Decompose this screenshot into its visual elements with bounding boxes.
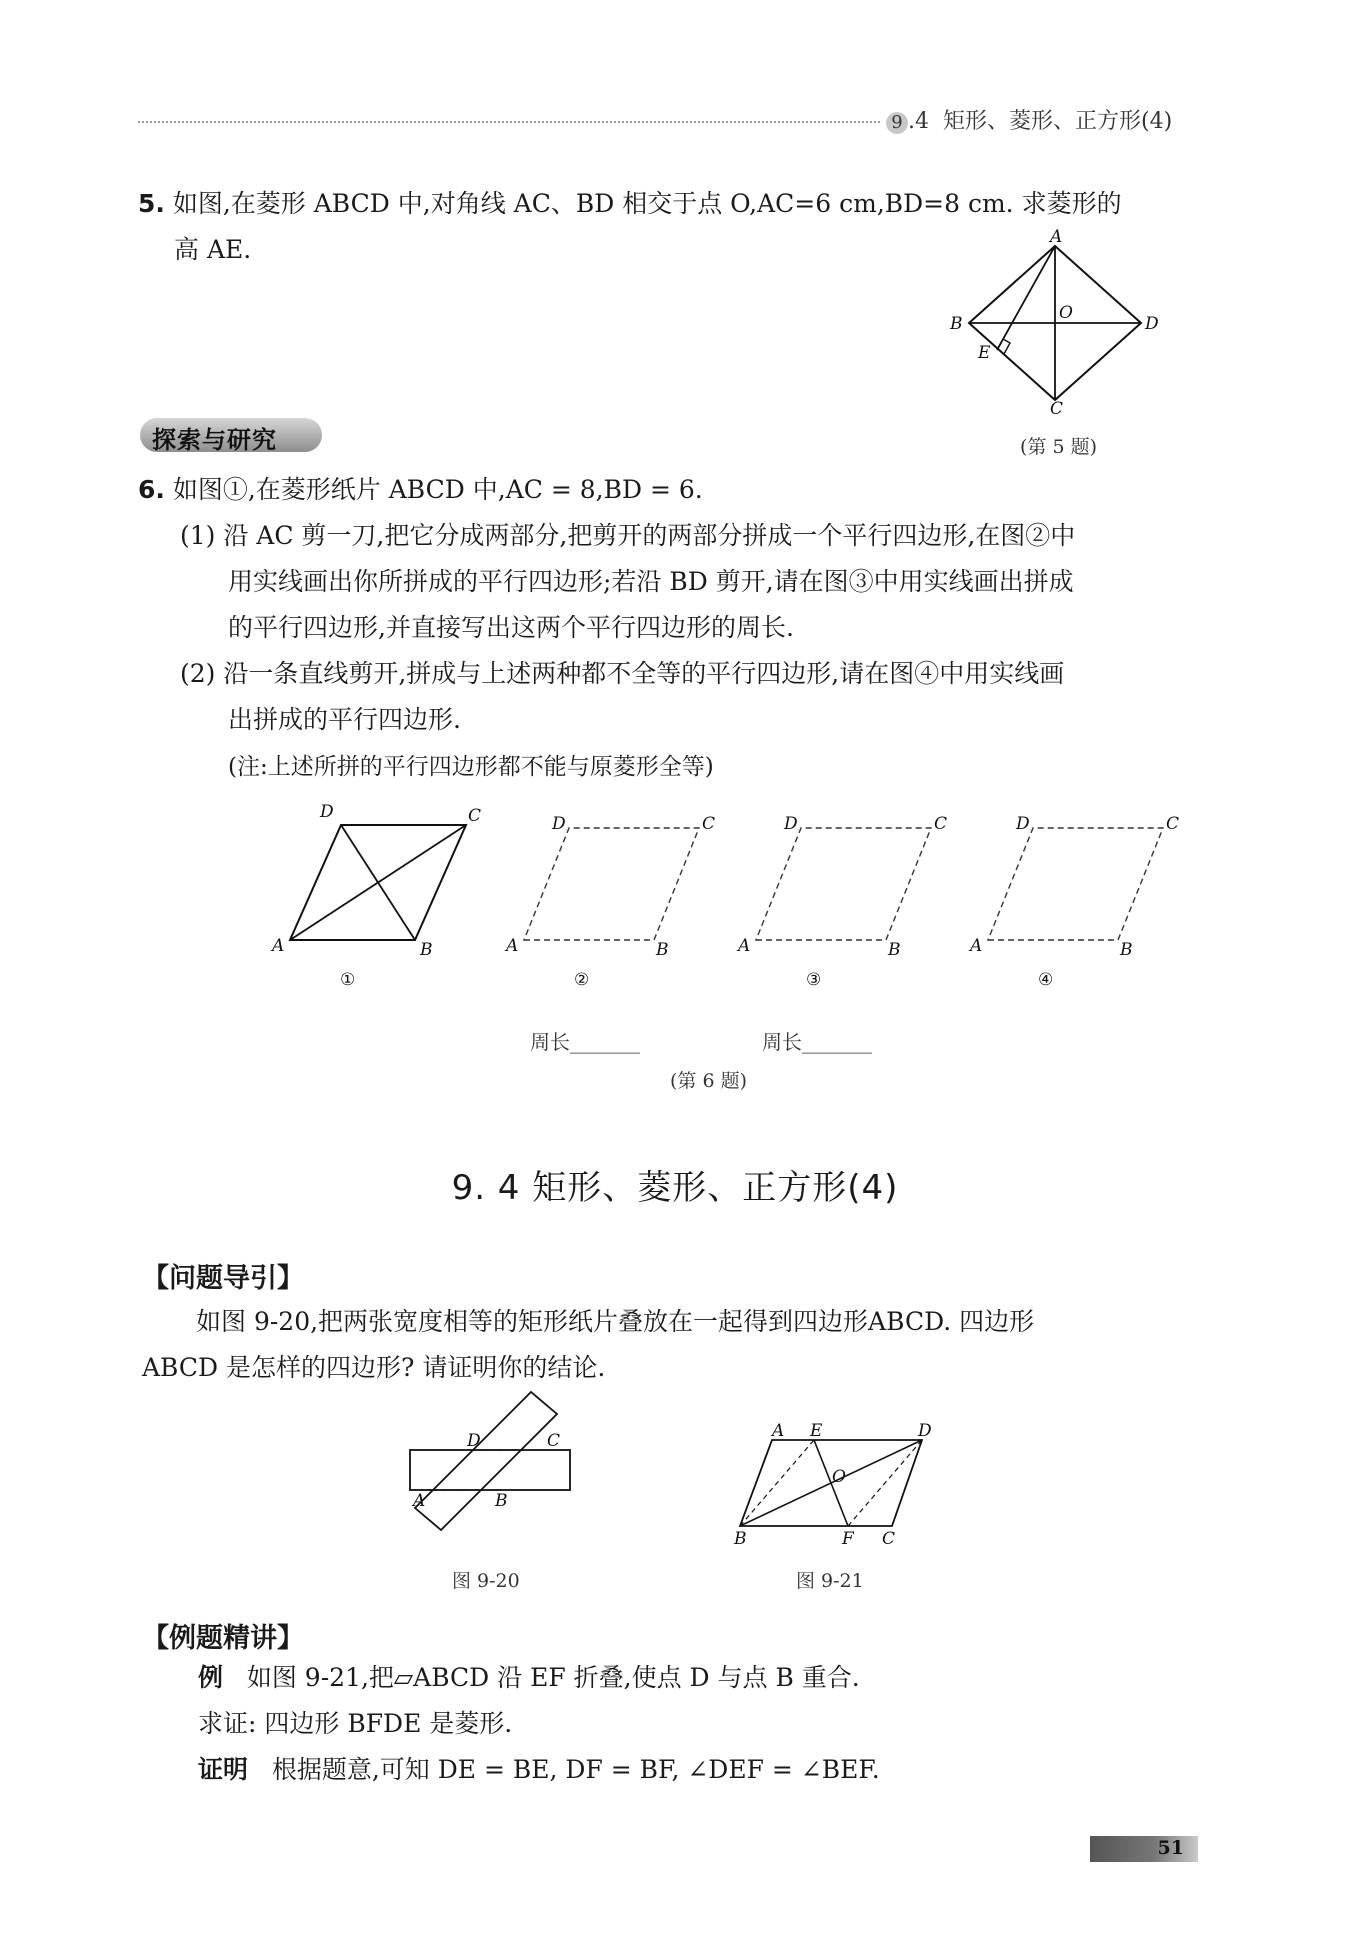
example-title: 【例题精讲】 [142, 1623, 304, 1654]
q5-rhombus-figure [940, 228, 1180, 428]
figure-9-20 [405, 1390, 580, 1550]
q5-text-line2: 高 AE. [174, 235, 252, 264]
fig1-number: ① [340, 970, 356, 990]
section-number: .4 [908, 109, 929, 134]
fig2-number: ② [574, 970, 590, 990]
header-rule [138, 121, 880, 123]
guide-line2: ABCD 是怎样的四边形? 请证明你的结论. [142, 1353, 606, 1382]
fig920-label-b: B [495, 1491, 508, 1511]
fig2-label-b: B [656, 940, 669, 960]
fig921-label-c: C [882, 1529, 896, 1549]
fig920-label-c: C [547, 1431, 561, 1451]
q6-figure-2 [504, 814, 715, 990]
q5-number: 5. [138, 189, 165, 218]
q6-part2-line1: (2) 沿一条直线剪开,拼成与上述两种都不全等的平行四边形,请在图④中用实线画 [180, 659, 1065, 688]
q5-label-a: A [1050, 228, 1063, 247]
fig2-label-a: A [506, 936, 519, 956]
page-number-tab [1090, 1836, 1198, 1862]
q5-label-d: D [1145, 314, 1159, 334]
q6-part1-line2: 用实线画出你所拼成的平行四边形;若沿 BD 剪开,请在图③中用实线画出拼成 [228, 567, 1074, 596]
perimeter-label-3: 周长_______ [762, 1030, 872, 1054]
q6-stem-line [138, 467, 703, 513]
fig920-label-a: A [413, 1491, 426, 1511]
proof-label: 证明 [198, 1755, 249, 1784]
q5-label-o: O [1059, 303, 1073, 323]
fig921-label-b: B [734, 1529, 747, 1549]
fig3-label-a: A [738, 936, 751, 956]
q6-part2-line2: 出拼成的平行四边形. [228, 705, 461, 734]
fig921-label-o: O [832, 1467, 846, 1487]
q6-figure-1 [270, 802, 481, 990]
q5-caption: (第 5 题) [1020, 436, 1097, 458]
q6-part1-line1: (1) 沿 AC 剪一刀,把它分成两部分,把剪开的两部分拼成一个平行四边形,在图②中 [180, 521, 1076, 550]
q5-label-c: C [1050, 399, 1064, 419]
running-header [886, 104, 1172, 135]
q6-number: 6. [138, 475, 165, 504]
proof-text: 根据题意,可知 DE = BE, DF = BF, ∠DEF = ∠BEF. [271, 1755, 880, 1784]
guide-line1: 如图 9-20,把两张宽度相等的矩形纸片叠放在一起得到四边形ABCD. 四边形 [196, 1307, 1035, 1336]
q6-figure-3 [736, 814, 947, 990]
section-title: 9. 4 矩形、菱形、正方形(4) [451, 1168, 899, 1208]
fig921-caption: 图 9-21 [796, 1570, 864, 1592]
q6-caption: (第 6 题) [670, 1070, 747, 1092]
page-number: 51 [1157, 1837, 1184, 1859]
fig4-label-d: D [1016, 814, 1030, 834]
explore-banner [140, 418, 322, 452]
fig4-label-b: B [1120, 940, 1133, 960]
fig1-label-b: B [420, 940, 433, 960]
fig3-label-d: D [784, 814, 798, 834]
q5-label-e: E [978, 343, 991, 363]
example-prove: 求证: 四边形 BFDE 是菱形. [198, 1709, 513, 1738]
fig4-number: ④ [1038, 970, 1054, 990]
q5-text-line1: 如图,在菱形 ABCD 中,对角线 AC、BD 相交于点 O,AC=6 cm,BD=8 cm. 求菱形的 [172, 189, 1122, 218]
fig921-label-a: A [772, 1421, 785, 1441]
fig2-label-d: D [552, 814, 566, 834]
fig920-caption: 图 9-20 [452, 1570, 520, 1592]
fig920-label-d: D [467, 1431, 481, 1451]
q5-line1 [138, 181, 1122, 227]
fig2-label-c: C [702, 814, 716, 834]
fig1-label-a: A [272, 936, 285, 956]
fig3-label-b: B [888, 940, 901, 960]
proof-line [198, 1747, 880, 1793]
q6-stem: 如图①,在菱形纸片 ABCD 中,AC = 8,BD = 6. [172, 475, 703, 504]
banner-text: 探索与研究 [152, 426, 277, 454]
fig921-label-d: D [918, 1421, 932, 1441]
fig4-label-c: C [1166, 814, 1180, 834]
example-text: 如图 9-21,把▱ABCD 沿 EF 折叠,使点 D 与点 B 重合. [246, 1663, 860, 1692]
example-line [198, 1655, 860, 1701]
q6-part1-line3: 的平行四边形,并直接写出这两个平行四边形的周长. [228, 613, 794, 642]
guide-title: 【问题导引】 [142, 1263, 304, 1294]
figure-9-21 [730, 1420, 950, 1550]
fig3-number: ③ [806, 970, 822, 990]
perimeter-label-2: 周长_______ [530, 1030, 640, 1054]
fig3-label-c: C [934, 814, 948, 834]
fig921-label-e: E [810, 1421, 823, 1441]
header-title: 矩形、菱形、正方形(4) [943, 109, 1173, 134]
q6-figures [260, 795, 1220, 1005]
fig1-label-c: C [468, 806, 482, 826]
q5-label-b: B [950, 314, 963, 334]
q6-note: (注:上述所拼的平行四边形都不能与原菱形全等) [228, 754, 714, 780]
q6-figure-4 [968, 814, 1179, 990]
fig921-label-f: F [842, 1529, 854, 1549]
chapter-number: 9 [886, 112, 908, 134]
example-label: 例 [198, 1663, 224, 1692]
fig4-label-a: A [970, 936, 983, 956]
fig1-label-d: D [320, 802, 334, 822]
